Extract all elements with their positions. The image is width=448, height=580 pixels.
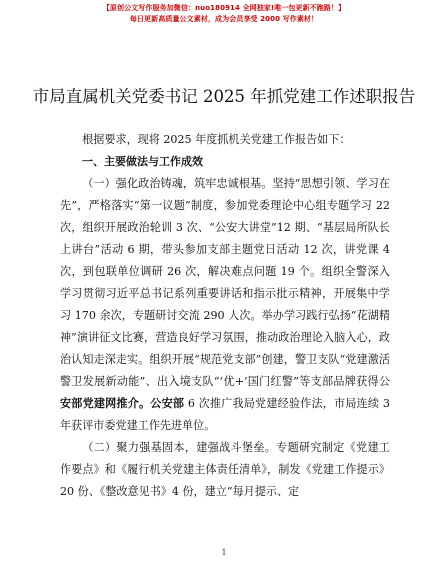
paragraph-1-bold-text-2: 公安部: [150, 397, 185, 410]
paragraph-1-text-end: 6 次推广我局党建经验作法，市局连续 3 年获评市委党建工作先进单位。: [60, 397, 390, 432]
document-body: [60, 129, 390, 503]
promo-banner-line-1: 【原创公文写作服务加微信：nuo180914 全网独家!唯一包更新不跑路！】: [102, 4, 346, 12]
promo-banner: [0, 3, 448, 25]
promo-banner-line-2: 每日更新高质量公文素材，成为会员享受 2000 写作素材！: [129, 15, 319, 23]
paragraph-1-bold-text: 安部党建网推介。: [60, 397, 151, 410]
intro-paragraph: 根据要求，现将 2025 年度抓机关党建工作报告如下：: [82, 133, 351, 146]
paragraph-2: （二）聚力强基固本，建强战斗堡垒。专题研究制定《党建工作要点》和《履行机关党建主体责任清单》，制发《党建工作提示》20 份、《整改意见书》4 份，建立“每月提示、定: [60, 441, 390, 498]
document-title: 市局直属机关党委书记 2025 年抓党建工作述职报告: [32, 87, 416, 106]
page-number: 1: [221, 548, 227, 557]
paragraph-1: [60, 173, 390, 437]
paragraph-1-text: （一）强化政治铸魂，筑牢忠诚根基。坚持“思想引领、学习在先”，严格落实“第一议题”制度，参加党委理论中心组专题学习 22 次，组织开展政治轮训 3 次、“公安大讲堂”12 期、“基层局所队长上讲台”活动 6 期，带头参加支部主题党日活动 12 次，讲党课 4 次，到包联单位调研 26 次，解决难点问题 19 个。组织全警深入学习贯彻习近平总书记系列重要讲话和指示批示精神，开展集中学习 170 余次，专题研讨交流 290 人次。举办学习践行弘扬“花湖精神”演讲征文比赛，营造良好学习氛围，推动政治理论入脑入心，政治认知走深走实。组织开展“规范党支部”创建，警卫支队“党建激活警卫发展新动能”、出入境支队“‘优+’国门红警”等支部品牌获得公: [60, 177, 390, 388]
section-heading: 一、主要做法与工作成效: [82, 155, 203, 168]
